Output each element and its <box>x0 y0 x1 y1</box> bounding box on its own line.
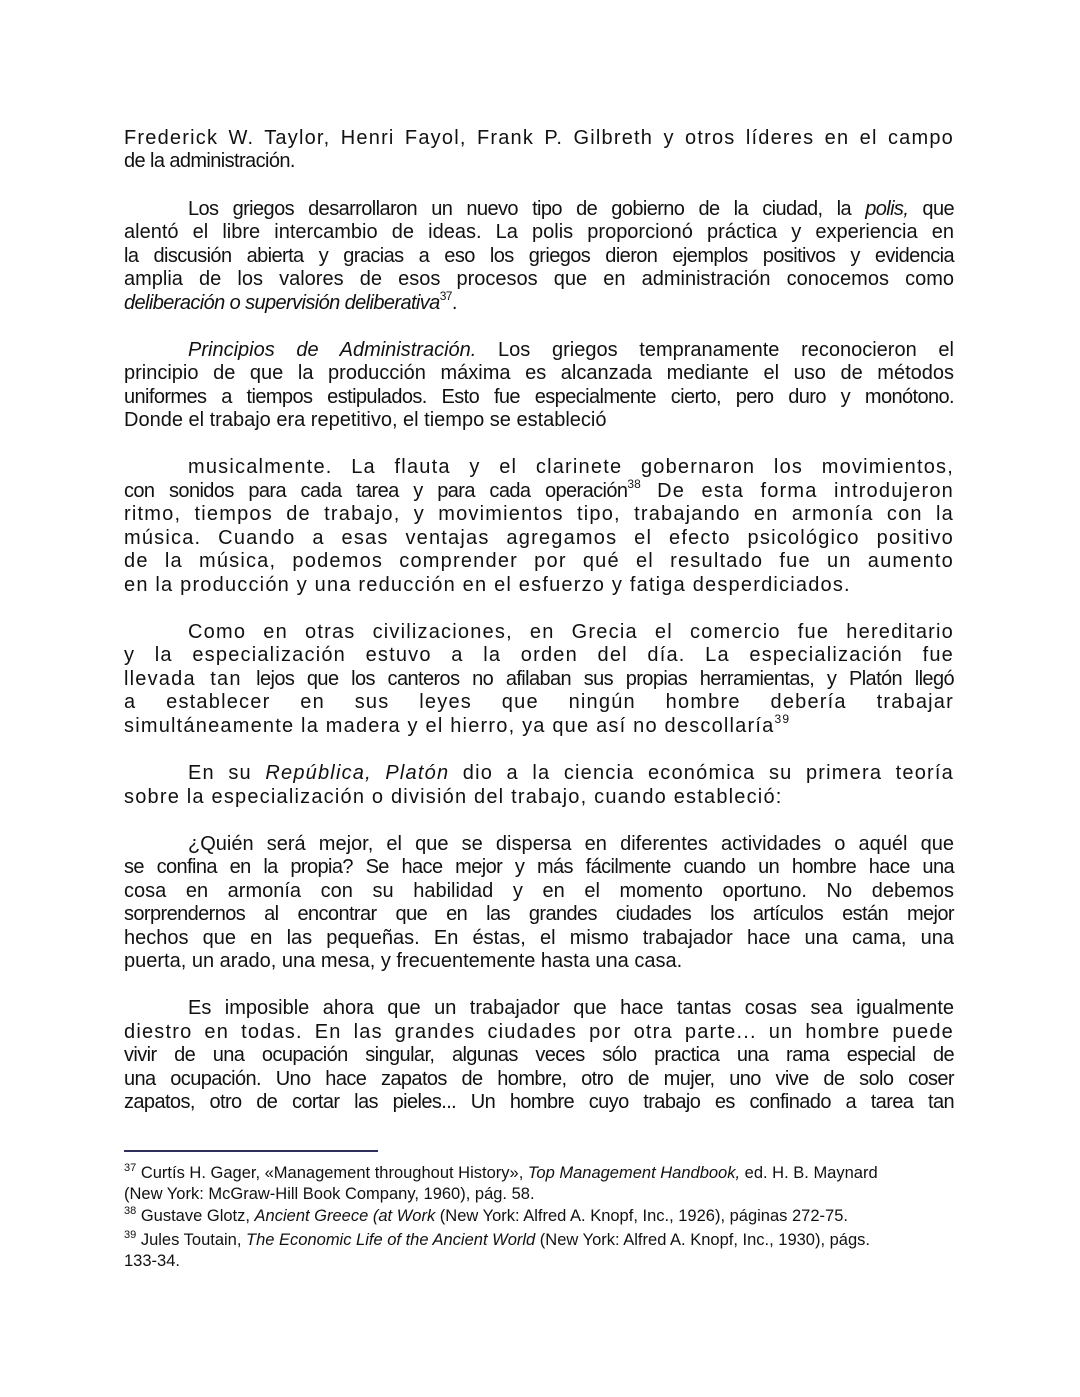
italic-term: polis, <box>865 198 909 220</box>
footnote-number: 38 <box>124 1205 137 1217</box>
footnote-text: (New York: Alfred A. Knopf, Inc., 1930), págs. <box>535 1231 870 1249</box>
footnote-title: The Economic Life of the Ancient World <box>246 1231 536 1249</box>
italic-heading: Principios de Administración. <box>188 339 477 361</box>
paragraph-line: alentó el libre intercambio de ideas. La polis proporcionó práctica y experiencia en <box>124 221 954 243</box>
paragraph-line: la discusión abierta y gracias a eso los griegos dieron ejemplos positivos y evidencia <box>124 245 954 267</box>
footnote-text: Jules Toutain, <box>136 1231 247 1249</box>
quote-line: ¿Quién será mejor, el que se dispersa en diferentes actividades o aquél que <box>188 833 954 855</box>
quote-line: puerta, un arado, una mesa, y frecuentemente hasta una casa. <box>124 950 683 972</box>
paragraph-line: Donde el trabajo era repetitivo, el tiempo se estableció <box>124 409 607 431</box>
text-run: . <box>451 292 457 314</box>
text-run: que <box>908 198 955 220</box>
paragraph-line: música. Cuando a esas ventajas agregamos el efecto psicológico positivo <box>124 527 954 549</box>
footnote-title: Top Management Handbook, <box>527 1164 741 1182</box>
footnote-text: ed. H. B. Maynard <box>740 1164 878 1182</box>
paragraph-line: musicalmente. La flauta y el clarinete gobernaron los movimientos, <box>188 456 954 478</box>
quote-line: zapatos, otro de cortar las pieles... Un hombre cuyo trabajo es confinado a tarea tan <box>124 1091 954 1113</box>
text-run: De esta forma introdujeron <box>640 480 954 502</box>
italic-term: deliberación o supervisión deliberativa <box>124 292 440 314</box>
paragraph-line <box>124 667 954 691</box>
text-run: dio a la ciencia económica su primera teoría <box>449 762 954 784</box>
footnote-37 <box>124 1163 954 1183</box>
paragraph-line: sobre la especialización o división del trabajo, cuando estableció: <box>124 786 783 808</box>
paragraph-line <box>124 761 954 785</box>
text-run: Los griegos desarrollaron un nuevo tipo de gobierno de la ciudad, la <box>188 198 866 220</box>
paragraph-line: ritmo, tiempos de trabajo, y movimientos tipo, trabajando en armonía con la <box>124 503 954 525</box>
paragraph-line <box>124 338 954 362</box>
quote-line: diestro en todas. En las grandes ciudades por otra parte... un hombre puede <box>124 1021 954 1043</box>
footnote-text: Curtís H. Gager, «Management throughout History», <box>136 1164 528 1182</box>
text-run: simultáneamente la madera y el hierro, ya que así no descollaría <box>124 715 775 737</box>
text-run: En su <box>188 762 266 784</box>
footnote-number: 37 <box>124 1162 137 1174</box>
footnote-ref-39[interactable]: 39 <box>774 712 791 726</box>
footnote-37-cont: (New York: McGraw-Hill Book Company, 1960), pág. 58. <box>124 1185 535 1203</box>
paragraph-line: Frederick W. Taylor, Henri Fayol, Frank P. Gilbreth y otros líderes en el campo <box>124 127 954 149</box>
footnote-text: (New York: Alfred A. Knopf, Inc., 1926), páginas 272-75. <box>435 1207 848 1225</box>
paragraph-line: de la administración. <box>124 150 295 172</box>
text-run: llevada tan <box>124 668 257 690</box>
paragraph-line: Como en otras civilizaciones, en Grecia el comercio fue hereditario <box>188 621 954 643</box>
paragraph-line <box>124 714 954 738</box>
footnote-39-cont: 133-34. <box>124 1252 180 1270</box>
paragraph-line <box>124 291 954 315</box>
quote-line: sorprendernos al encontrar que en las grandes ciudades los artículos están mejor <box>124 903 954 925</box>
paragraph-line: de la música, podemos comprender por qué el resultado fue un aumento <box>124 550 954 572</box>
footnote-number: 39 <box>124 1229 137 1241</box>
paragraph-line: amplia de los valores de esos procesos que en administración conocemos como <box>124 268 954 290</box>
paragraph-line <box>124 479 954 503</box>
footnote-38 <box>124 1206 954 1226</box>
paragraph-line: uniformes a tiempos estipulados. Esto fue especialmente cierto, pero duro y monótono. <box>124 386 954 408</box>
footnote-separator <box>124 1150 378 1152</box>
footnote-ref-38[interactable]: 38 <box>627 477 641 491</box>
footnote-ref-37[interactable]: 37 <box>439 289 452 303</box>
quote-line: vivir de una ocupación singular, algunas veces sólo practica una rama especial de <box>124 1044 954 1066</box>
paragraph-line: en la producción y una reducción en el esfuerzo y fatiga desperdiciados. <box>124 574 851 596</box>
footnote-title: Ancient Greece (at Work <box>254 1207 436 1225</box>
paragraph-line: principio de que la producción máxima es alcanzada mediante el uso de métodos <box>124 362 954 384</box>
quote-line: una ocupación. Uno hace zapatos de hombre, otro de mujer, uno vive de solo coser <box>124 1068 954 1090</box>
quote-line: cosa en armonía con su habilidad y en el momento oportuno. No debemos <box>124 880 954 902</box>
quote-line: se confina en la propia? Se hace mejor y más fácilmente cuando un hombre hace una <box>124 856 954 878</box>
paragraph-line: y la especialización estuvo a la orden del día. La especialización fue <box>124 644 954 666</box>
footnote-39 <box>124 1230 954 1250</box>
paragraph-line <box>124 197 954 221</box>
footnote-text: Gustave Glotz, <box>136 1207 255 1225</box>
text-run: Los griegos tempranamente reconocieron el <box>476 339 954 361</box>
paragraph-line: a establecer en sus leyes que ningún hombre debería trabajar <box>124 691 954 713</box>
italic-term: República, Platón <box>265 762 450 784</box>
quote-line: Es imposible ahora que un trabajador que hace tantas cosas sea igualmente <box>188 997 954 1019</box>
quote-line: hechos que en las pequeñas. En éstas, el mismo trabajador hace una cama, una <box>124 927 954 949</box>
text-run: lejos que los canteros no afilaban sus propias herramientas, y Platón llegó <box>256 668 954 690</box>
text-run: con sonidos para cada tarea y para cada operación <box>124 480 628 502</box>
